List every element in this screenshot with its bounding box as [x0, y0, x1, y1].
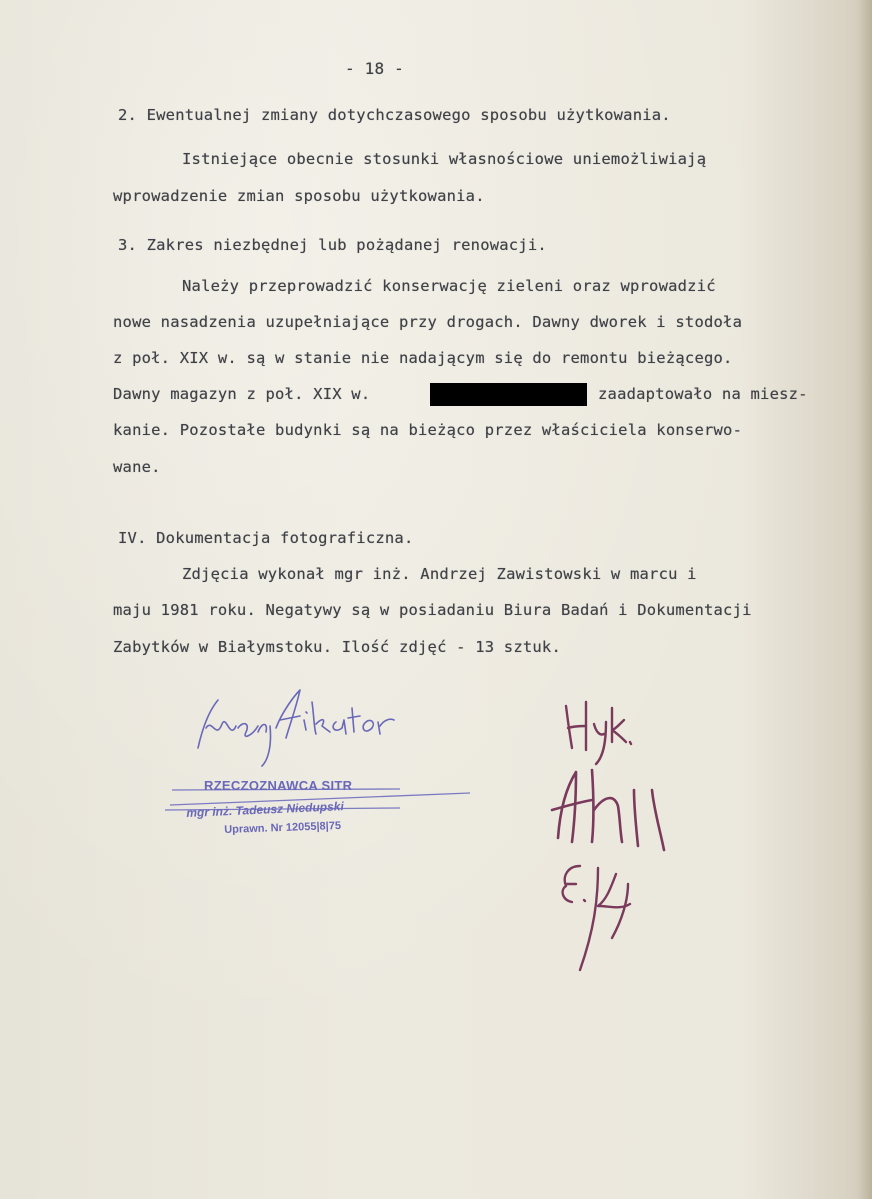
section-2-line-1: Istniejące obecnie stosunki własnościowe uniemożliwiają	[182, 150, 707, 168]
section-3-line-4b: zaadaptowało na miesz-	[598, 385, 808, 403]
stamp-title: RZECZOZNAWCA SITR	[204, 778, 353, 793]
stamp-name: mgr inż. Tadeusz Niedupski	[186, 799, 345, 820]
section-2-line-2: wprowadzenie zmian sposobu użytkowania.	[113, 187, 485, 205]
section-iv-heading: IV. Dokumentacja fotograficzna.	[118, 529, 414, 547]
section-2-heading: 2. Ewentualnej zmiany dotychczasowego sposobu użytkowania.	[118, 106, 671, 124]
stamp-license: Uprawn. Nr 12055|8|75	[224, 819, 342, 836]
section-iv-line-3: Zabytków w Białymstoku. Ilość zdjęć - 13 sztuk.	[113, 638, 561, 656]
section-3-line-3: z poł. XIX w. są w stanie nie nadającym się do remontu bieżącego.	[113, 349, 733, 367]
section-3-line-2: nowe nasadzenia uzupełniające przy drogach. Dawny dworek i stodoła	[113, 313, 743, 331]
section-3-heading: 3. Zakres niezbędnej lub pożądanej renowacji.	[118, 236, 547, 254]
section-iv-line-2: maju 1981 roku. Negatywy są w posiadaniu Biura Badań i Dokumentacji	[113, 601, 752, 619]
section-iv-line-1: Zdjęcia wykonał mgr inż. Andrzej Zawistowski w marcu i	[182, 565, 697, 583]
page-number: - 18 -	[345, 59, 404, 78]
section-3-line-1: Należy przeprowadzić konserwację zieleni oraz wprowadzić	[182, 277, 716, 295]
section-3-line-4a: Dawny magazyn z poł. XIX w.	[113, 385, 371, 403]
section-3-line-6: wane.	[113, 458, 161, 476]
section-3-line-5: kanie. Pozostałe budynki są na bieżąco przez właściciela konserwo-	[113, 421, 743, 439]
